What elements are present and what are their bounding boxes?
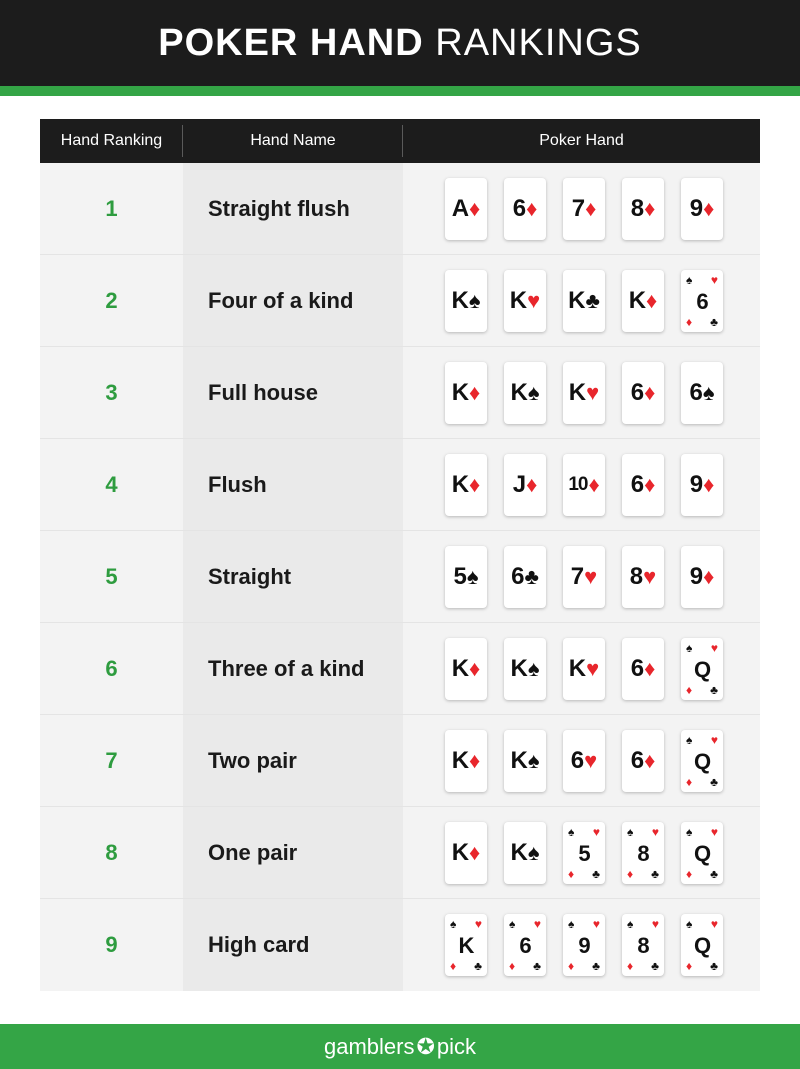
card-rank: Q xyxy=(693,933,711,958)
card-rank: 10 xyxy=(568,473,588,495)
heart-icon: ♥ xyxy=(710,640,718,655)
diamond-icon: ♦ xyxy=(469,471,481,497)
club-icon: ♣ xyxy=(585,287,600,313)
title-bold: POKER HAND xyxy=(158,21,424,64)
playing-card xyxy=(504,638,546,700)
club-icon: ♣ xyxy=(592,866,600,881)
heart-icon: ♥ xyxy=(651,917,659,931)
playing-card xyxy=(563,822,605,884)
playing-card xyxy=(681,914,723,976)
spade-icon: ♠ xyxy=(686,917,693,931)
hand-rank: 6 xyxy=(40,623,183,714)
playing-card xyxy=(622,362,664,424)
diamond-icon: ♦ xyxy=(686,774,693,789)
card-rank: 8 xyxy=(637,840,649,866)
hand-rank: 3 xyxy=(40,347,183,438)
playing-card xyxy=(681,362,723,424)
diamond-icon: ♦ xyxy=(526,471,538,497)
playing-card xyxy=(563,454,605,516)
card-rank: K xyxy=(451,746,469,774)
playing-card xyxy=(563,546,605,608)
card-rank: Q xyxy=(693,840,711,866)
card-rank: K xyxy=(568,286,585,314)
card-rank: K xyxy=(509,286,527,314)
diamond-icon: ♦ xyxy=(686,959,693,973)
diamond-icon: ♦ xyxy=(686,866,693,881)
column-header-hand: Poker Hand xyxy=(539,132,624,149)
card-rank: 9 xyxy=(578,933,590,958)
playing-card xyxy=(622,178,664,240)
playing-card xyxy=(681,454,723,516)
hand-rank: 2 xyxy=(40,255,183,346)
card-rank: 8 xyxy=(637,933,649,958)
playing-card xyxy=(445,178,487,240)
heart-icon: ♥ xyxy=(584,563,598,589)
diamond-icon: ♦ xyxy=(469,379,481,405)
club-icon: ♣ xyxy=(710,774,718,789)
playing-card xyxy=(563,914,605,976)
page-header xyxy=(0,0,800,86)
card-rank: 6 xyxy=(630,746,644,774)
playing-card xyxy=(504,178,546,240)
hand-rank: 4 xyxy=(40,439,183,530)
playing-card xyxy=(504,914,546,976)
diamond-icon: ♦ xyxy=(686,682,693,697)
spade-icon: ♠ xyxy=(468,287,481,313)
playing-card xyxy=(504,270,546,332)
spade-icon: ♠ xyxy=(527,839,540,865)
card-rank: K xyxy=(568,378,586,406)
card-rank: 6 xyxy=(570,746,584,774)
diamond-icon: ♦ xyxy=(627,866,634,881)
club-icon: ♣ xyxy=(710,314,718,329)
header-accent-bar xyxy=(0,86,800,96)
hand-rank: 1 xyxy=(40,163,183,254)
spade-icon: ♠ xyxy=(450,917,457,931)
club-icon: ♣ xyxy=(592,959,600,973)
diamond-icon: ♦ xyxy=(627,959,634,973)
playing-card xyxy=(504,454,546,516)
title-light: RANKINGS xyxy=(435,21,642,64)
club-icon: ♣ xyxy=(474,959,482,973)
hand-name: Full house xyxy=(183,347,403,438)
playing-card xyxy=(504,730,546,792)
spade-icon: ♠ xyxy=(568,917,575,931)
rankings-table xyxy=(40,119,760,991)
playing-card xyxy=(622,730,664,792)
playing-card xyxy=(563,270,605,332)
spade-icon: ♠ xyxy=(509,917,516,931)
table-row xyxy=(40,163,760,255)
table-row xyxy=(40,899,760,991)
card-rank: K xyxy=(451,838,469,866)
column-header-rank: Hand Ranking xyxy=(40,119,183,163)
card-rank: 6 xyxy=(519,933,531,958)
card-rank: 7 xyxy=(570,562,584,590)
heart-icon: ♥ xyxy=(592,824,600,839)
table-header xyxy=(40,119,760,163)
spade-icon: ♠ xyxy=(686,824,693,839)
card-rank: J xyxy=(512,470,526,498)
hand-rank: 5 xyxy=(40,531,183,622)
hand-name: High card xyxy=(183,899,403,991)
hand-name: Flush xyxy=(183,439,403,530)
heart-icon: ♥ xyxy=(586,655,600,681)
diamond-icon: ♦ xyxy=(686,314,693,329)
card-rank: K xyxy=(451,286,468,314)
heart-icon: ♥ xyxy=(710,824,718,839)
diamond-icon: ♦ xyxy=(644,747,656,773)
playing-card xyxy=(445,822,487,884)
club-icon: ♣ xyxy=(533,959,541,973)
spade-icon: ♠ xyxy=(686,732,693,747)
spade-icon: ♠ xyxy=(527,379,540,405)
playing-card xyxy=(681,638,723,700)
card-rank: 6 xyxy=(689,378,702,406)
playing-card xyxy=(622,454,664,516)
heart-icon: ♥ xyxy=(710,917,718,931)
playing-card xyxy=(622,914,664,976)
card-rank: 9 xyxy=(689,562,703,590)
hand-rank: 7 xyxy=(40,715,183,806)
heart-icon: ♥ xyxy=(586,379,600,405)
table-row xyxy=(40,531,760,623)
diamond-icon: ♦ xyxy=(644,471,656,497)
playing-card xyxy=(622,822,664,884)
card-rank: 5 xyxy=(453,562,466,590)
table-row xyxy=(40,715,760,807)
club-icon: ♣ xyxy=(651,866,659,881)
playing-card xyxy=(681,822,723,884)
club-icon: ♣ xyxy=(710,682,718,697)
playing-card xyxy=(563,730,605,792)
card-rank: Q xyxy=(693,656,711,682)
card-rank: 9 xyxy=(689,194,703,222)
hand-rank: 8 xyxy=(40,807,183,898)
card-rank: Q xyxy=(693,748,711,774)
diamond-icon: ♦ xyxy=(469,839,481,865)
poker-hand xyxy=(403,163,760,254)
hand-name: Four of a kind xyxy=(183,255,403,346)
spade-icon: ♠ xyxy=(702,379,715,405)
diamond-icon: ♦ xyxy=(588,471,600,497)
hand-name: Straight flush xyxy=(183,163,403,254)
playing-card xyxy=(445,454,487,516)
table-body xyxy=(40,163,760,991)
spade-icon: ♠ xyxy=(527,655,540,681)
diamond-icon: ♦ xyxy=(646,287,658,313)
playing-card xyxy=(622,638,664,700)
poker-hand xyxy=(403,531,760,622)
club-icon: ♣ xyxy=(710,866,718,881)
heart-icon: ♥ xyxy=(533,917,541,931)
card-rank: 7 xyxy=(571,194,585,222)
card-rank: 6 xyxy=(512,194,526,222)
spade-icon: ♠ xyxy=(466,563,479,589)
diamond-icon: ♦ xyxy=(469,655,481,681)
card-rank: 6 xyxy=(630,378,644,406)
poker-hand xyxy=(403,347,760,438)
diamond-icon: ♦ xyxy=(568,959,575,973)
heart-icon: ♥ xyxy=(584,747,598,773)
playing-card xyxy=(681,270,723,332)
diamond-icon: ♦ xyxy=(644,195,656,221)
heart-icon: ♥ xyxy=(592,917,600,931)
footer-logo[interactable] xyxy=(324,1034,476,1060)
heart-icon: ♥ xyxy=(474,917,482,931)
card-rank: 5 xyxy=(578,840,590,866)
diamond-icon: ♦ xyxy=(703,471,715,497)
table-row xyxy=(40,623,760,715)
playing-card xyxy=(504,546,546,608)
diamond-icon: ♦ xyxy=(703,195,715,221)
card-rank: 6 xyxy=(511,562,524,590)
playing-card xyxy=(445,362,487,424)
club-icon: ♣ xyxy=(524,563,539,589)
spade-icon: ♠ xyxy=(527,747,540,773)
spade-icon: ♠ xyxy=(568,824,575,839)
playing-card xyxy=(563,362,605,424)
diamond-icon: ♦ xyxy=(469,195,481,221)
column-header-name: Hand Name xyxy=(183,119,403,163)
footer-bar xyxy=(0,1024,800,1069)
card-rank: K xyxy=(510,378,527,406)
diamond-icon: ♦ xyxy=(526,195,538,221)
playing-card xyxy=(504,822,546,884)
card-rank: 8 xyxy=(629,562,643,590)
table-row xyxy=(40,347,760,439)
playing-card xyxy=(445,546,487,608)
diamond-icon: ♦ xyxy=(509,959,516,973)
playing-card xyxy=(681,178,723,240)
hand-rank: 9 xyxy=(40,899,183,991)
playing-card xyxy=(622,546,664,608)
heart-icon: ♥ xyxy=(651,824,659,839)
heart-icon: ♥ xyxy=(710,732,718,747)
diamond-icon: ♦ xyxy=(469,747,481,773)
card-rank: A xyxy=(451,194,469,222)
star-chip-icon: ✪ xyxy=(416,1033,435,1059)
playing-card xyxy=(681,730,723,792)
table-row xyxy=(40,807,760,899)
hand-name: Two pair xyxy=(183,715,403,806)
poker-hand xyxy=(403,439,760,530)
card-rank: 9 xyxy=(689,470,703,498)
diamond-icon: ♦ xyxy=(568,866,575,881)
card-rank: K xyxy=(451,654,469,682)
club-icon: ♣ xyxy=(651,959,659,973)
card-rank: 6 xyxy=(630,654,644,682)
table-row xyxy=(40,439,760,531)
playing-card xyxy=(445,730,487,792)
card-rank: K xyxy=(510,654,527,682)
hand-name: Three of a kind xyxy=(183,623,403,714)
playing-card xyxy=(445,914,487,976)
spade-icon: ♠ xyxy=(686,272,693,287)
page-title xyxy=(158,22,642,65)
card-rank: K xyxy=(451,378,469,406)
card-rank: 6 xyxy=(696,288,708,314)
logo-text-right: pick xyxy=(436,1033,477,1059)
diamond-icon: ♦ xyxy=(644,379,656,405)
playing-card xyxy=(622,270,664,332)
diamond-icon: ♦ xyxy=(585,195,597,221)
hand-name: One pair xyxy=(183,807,403,898)
hand-name: Straight xyxy=(183,531,403,622)
spade-icon: ♠ xyxy=(627,824,634,839)
heart-icon: ♥ xyxy=(527,287,541,313)
poker-hand xyxy=(403,807,760,898)
poker-hand xyxy=(403,899,760,991)
card-rank: K xyxy=(510,746,527,774)
poker-hand xyxy=(403,623,760,714)
playing-card xyxy=(563,638,605,700)
table-row xyxy=(40,255,760,347)
club-icon: ♣ xyxy=(710,959,718,973)
diamond-icon: ♦ xyxy=(703,563,715,589)
card-rank: K xyxy=(628,286,646,314)
heart-icon: ♥ xyxy=(643,563,657,589)
diamond-icon: ♦ xyxy=(644,655,656,681)
spade-icon: ♠ xyxy=(686,640,693,655)
logo-text-left: gamblers xyxy=(323,1033,415,1059)
card-rank: 8 xyxy=(630,194,644,222)
playing-card xyxy=(445,270,487,332)
card-rank: K xyxy=(458,933,474,958)
playing-card xyxy=(445,638,487,700)
playing-card xyxy=(504,362,546,424)
poker-hand xyxy=(403,715,760,806)
playing-card xyxy=(681,546,723,608)
card-rank: 6 xyxy=(630,470,644,498)
card-rank: K xyxy=(568,654,586,682)
diamond-icon: ♦ xyxy=(450,959,457,973)
card-rank: K xyxy=(451,470,469,498)
poker-hand xyxy=(403,255,760,346)
card-rank: K xyxy=(510,838,527,866)
playing-card xyxy=(563,178,605,240)
spade-icon: ♠ xyxy=(627,917,634,931)
heart-icon: ♥ xyxy=(710,272,718,287)
